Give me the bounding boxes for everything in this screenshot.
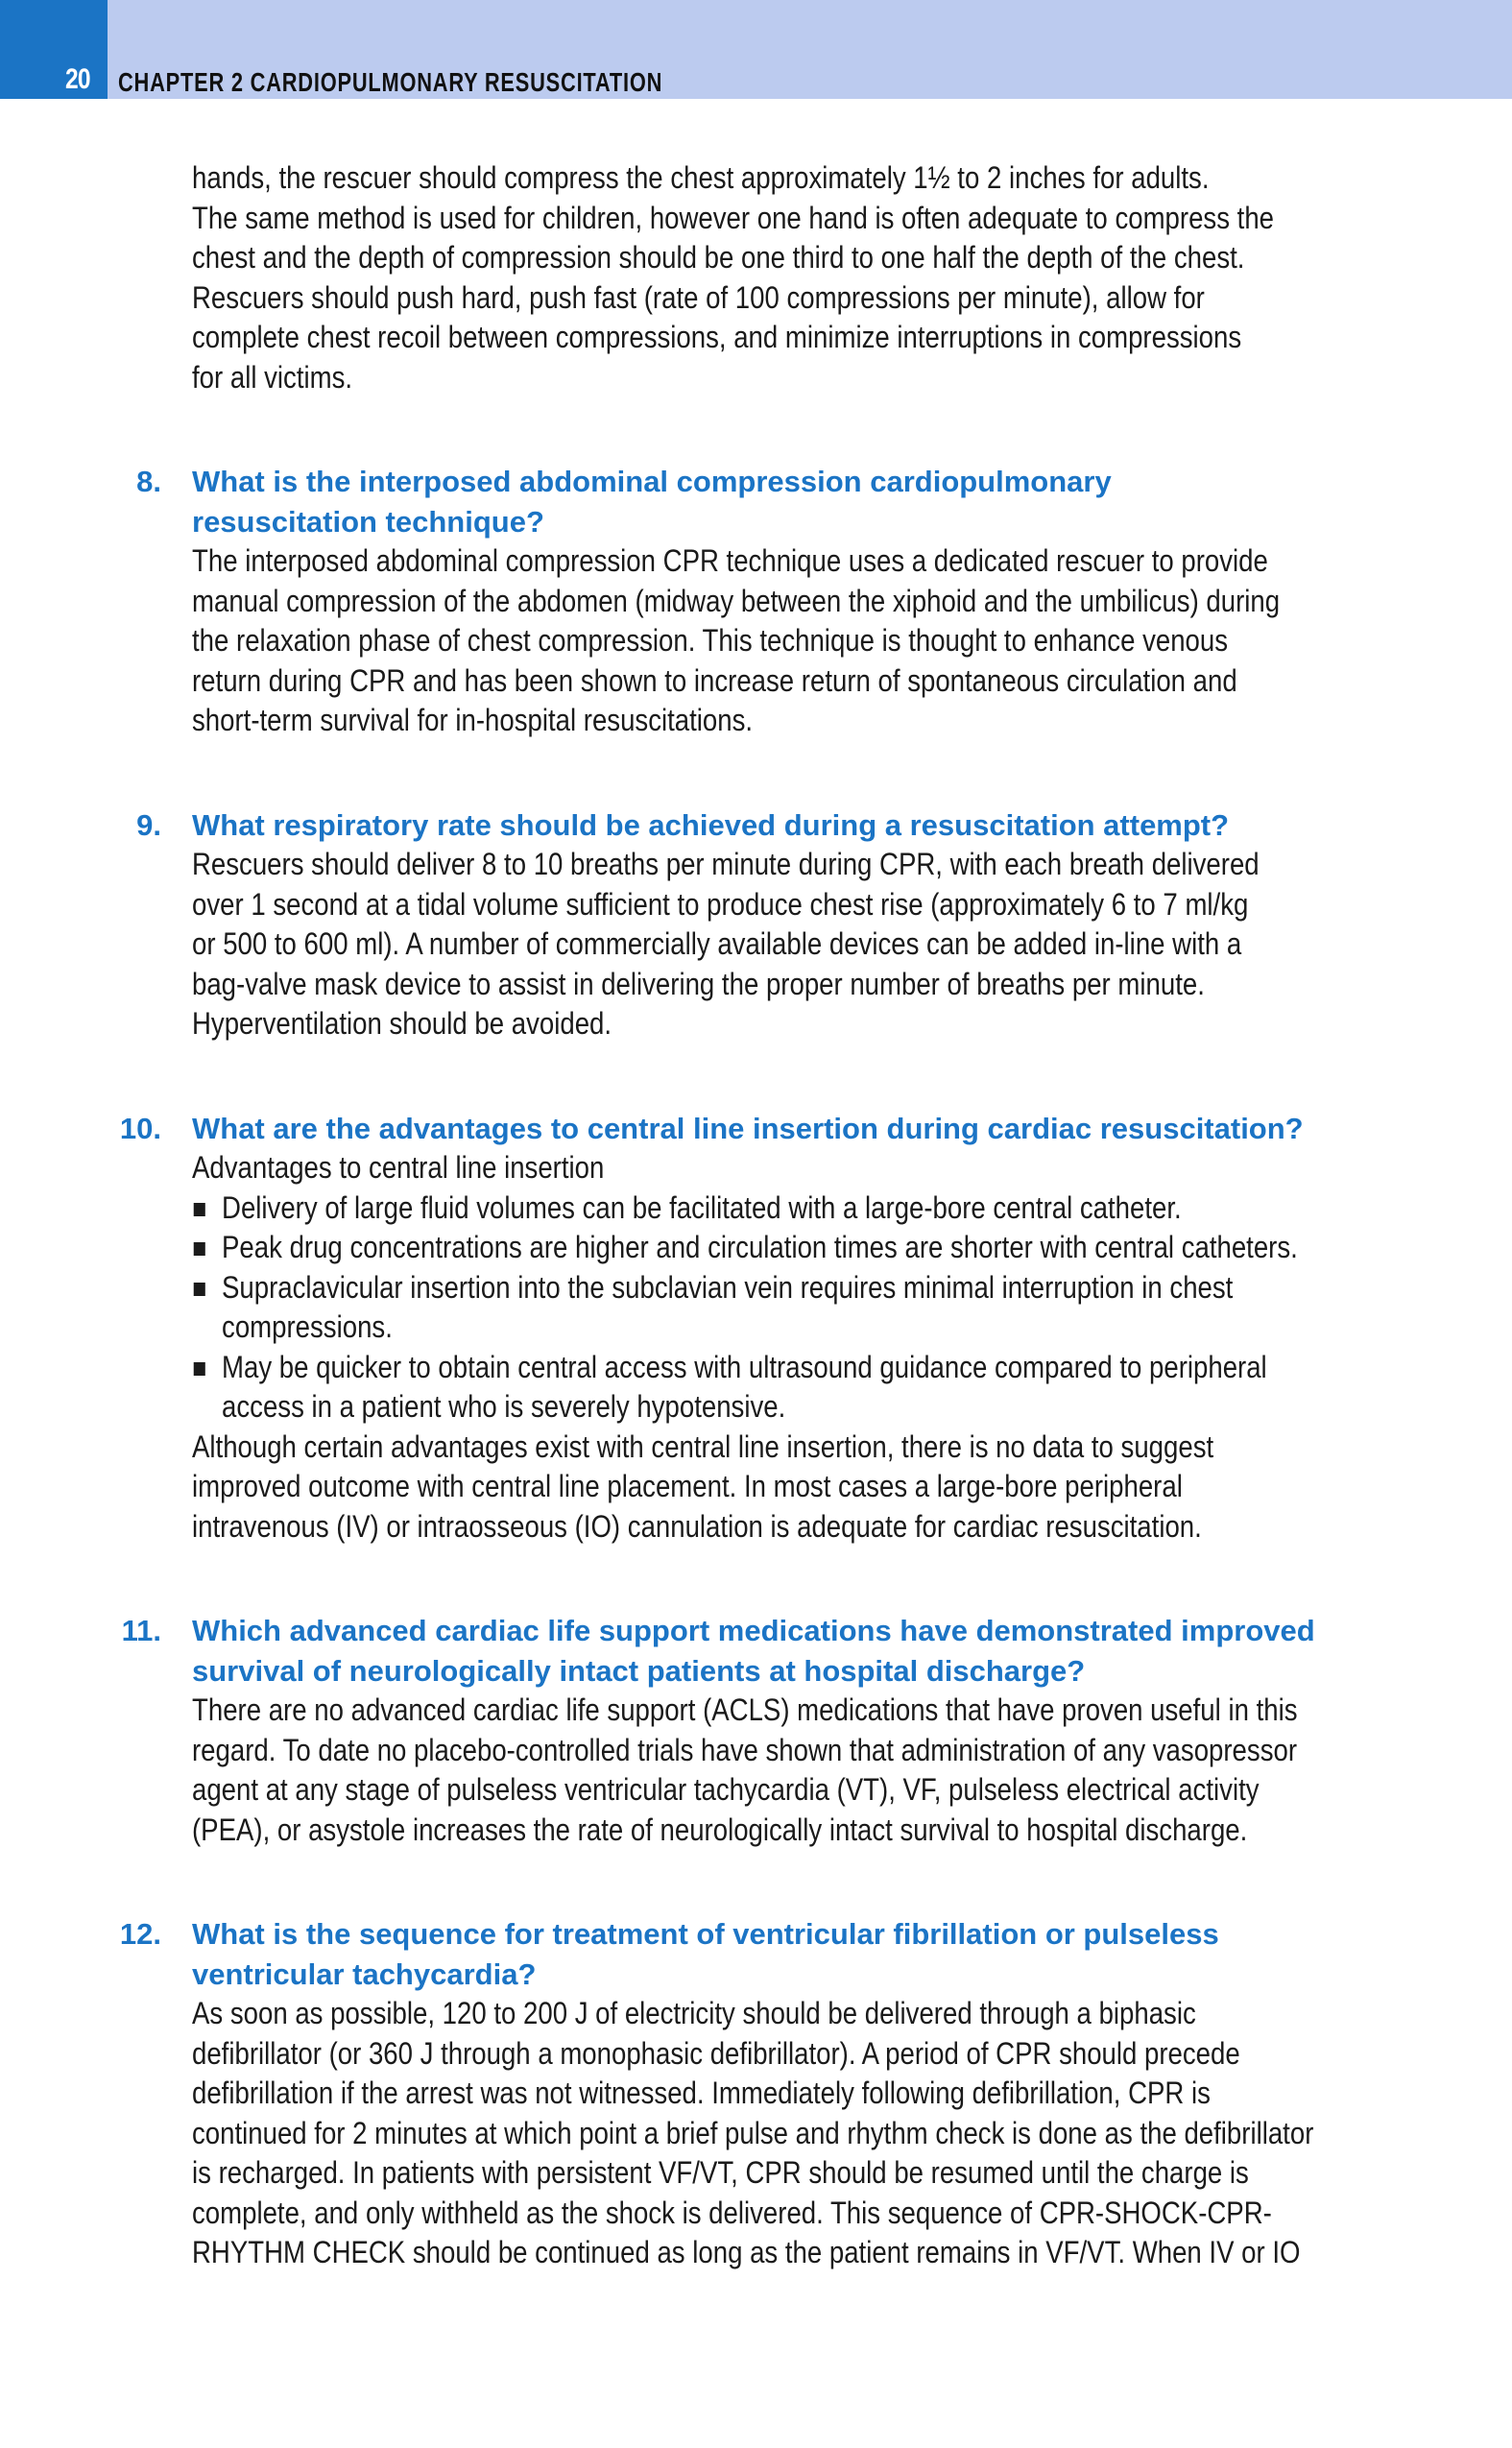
page-number-box	[0, 0, 108, 99]
question-number: 12.	[119, 1917, 161, 1951]
square-bullet-icon	[194, 1362, 205, 1376]
question-line: What is the interposed abdominal compression cardiopulmonary	[192, 465, 1112, 498]
intro-paragraph	[192, 158, 1402, 397]
list-item	[192, 1228, 1402, 1268]
answer-text	[192, 1148, 1402, 1547]
text-line: complete, and only withheld as the shock is delivered. This sequence of CPR-SHOCK-CPR-	[192, 2195, 1272, 2230]
text-line: short-term survival for in-hospital resuscitations.	[192, 703, 754, 737]
text-line: over 1 second at a tidal volume sufficient to produce chest rise (approximately 6 to 7 ml/kg	[192, 886, 1249, 922]
text-line: Rescuers should deliver 8 to 10 breaths per minute during CPR, with each breath delivered	[192, 847, 1260, 881]
lead-in-text: Advantages to central line insertion	[192, 1150, 605, 1185]
text-line: compressions.	[222, 1309, 393, 1344]
text-line: continued for 2 minutes at which point a brief pulse and rhythm check is done as the defibrillator	[192, 2115, 1314, 2150]
square-bullet-icon	[194, 1203, 205, 1216]
page-number: 20	[65, 63, 90, 95]
text-line: Hyperventilation should be avoided.	[192, 1006, 612, 1041]
question-heading	[192, 1914, 1402, 1994]
text-line: return during CPR and has been shown to increase return of spontaneous circulation and	[192, 662, 1237, 698]
text-line: defibrillation if the arrest was not witnessed. Immediately following defibrillation, CPR is	[192, 2076, 1211, 2110]
bullet-list	[192, 1188, 1402, 1428]
text-line: or 500 to 600 ml). A number of commercially available devices can be added in-line with a	[192, 926, 1242, 961]
page-content	[115, 158, 1402, 2273]
text-line: Peak drug concentrations are higher and circulation times are shorter with central catheters.	[222, 1230, 1298, 1264]
text-line: The same method is used for children, however one hand is often adequate to compress the	[192, 200, 1275, 235]
text-line: There are no advanced cardiac life support (ACLS) medications that have proven useful in this	[192, 1692, 1298, 1727]
text-line: manual compression of the abdomen (midway between the xiphoid and the umbilicus) during	[192, 583, 1281, 618]
question-block-12	[115, 1914, 1402, 2273]
text-line: the relaxation phase of chest compression. This technique is thought to enhance venous	[192, 623, 1229, 658]
question-line: What respiratory rate should be achieved during a resuscitation attempt?	[192, 807, 1230, 842]
square-bullet-icon	[194, 1242, 205, 1256]
question-line: resuscitation technique?	[192, 504, 544, 539]
list-item	[192, 1188, 1402, 1229]
question-number: 10.	[119, 1111, 161, 1145]
text-line: hands, the rescuer should compress the chest approximately 1½ to 2 inches for adults.	[192, 160, 1210, 195]
text-line: chest and the depth of compression should be one third to one half the depth of the chest.	[192, 240, 1245, 275]
text-line: Rescuers should push hard, push fast (rate of 100 compressions per minute), allow for	[192, 279, 1205, 315]
question-block-9	[115, 805, 1402, 1044]
text-line: complete chest recoil between compressions, and minimize interruptions in compressions	[192, 320, 1242, 354]
text-line: for all victims.	[192, 359, 353, 395]
text-line: regard. To date no placebo-controlled trials have shown that administration of any vasopressor	[192, 1732, 1298, 1767]
text-line: The interposed abdominal compression CPR technique uses a dedicated rescuer to provide	[192, 543, 1268, 578]
question-line: What are the advantages to central line insertion during cardiac resuscitation?	[192, 1111, 1304, 1145]
text-line: is recharged. In patients with persistent VF/VT, CPR should be resumed until the charge is	[192, 2155, 1249, 2190]
question-heading	[192, 805, 1402, 846]
text-line: As soon as possible, 120 to 200 J of electricity should be delivered through a biphasic	[192, 1996, 1196, 2030]
text-line: RHYTHM CHECK should be continued as long as the patient remains in VF/VT. When IV or IO	[192, 2235, 1301, 2269]
list-item	[192, 1348, 1402, 1428]
question-block-11	[115, 1611, 1402, 1850]
text-line: Delivery of large fluid volumes can be facilitated with a large-bore central catheter.	[222, 1189, 1182, 1225]
question-block-10	[115, 1109, 1402, 1548]
text-line: agent at any stage of pulseless ventricular tachycardia (VT), VF, pulseless electrical activity	[192, 1772, 1260, 1807]
text-line: May be quicker to obtain central access with ultrasound guidance compared to peripheral	[222, 1349, 1267, 1384]
text-line: improved outcome with central line placement. In most cases a large-bore peripheral	[192, 1469, 1183, 1503]
square-bullet-icon	[194, 1283, 205, 1296]
answer-text	[192, 541, 1402, 741]
text-line: access in a patient who is severely hypotensive.	[222, 1389, 786, 1424]
text-line: (PEA), or asystole increases the rate of neurologically intact survival to hospital discharge.	[192, 1812, 1248, 1847]
question-line: ventricular tachycardia?	[192, 1956, 537, 1991]
text-line: intravenous (IV) or intraosseous (IO) cannulation is adequate for cardiac resuscitation.	[192, 1508, 1202, 1544]
question-number: 8.	[136, 465, 161, 498]
answer-text	[192, 1994, 1402, 2273]
question-block-8	[115, 462, 1402, 741]
question-line: Which advanced cardiac life support medications have demonstrated improved	[192, 1614, 1315, 1647]
text-line: Supraclavicular insertion into the subclavian vein requires minimal interruption in chest	[222, 1269, 1234, 1305]
answer-text	[192, 845, 1402, 1044]
text-line: bag-valve mask device to assist in delivering the proper number of breaths per minute.	[192, 966, 1205, 1001]
question-number: 9.	[136, 807, 161, 842]
question-heading	[192, 462, 1402, 541]
answer-text	[192, 1691, 1402, 1850]
question-heading	[192, 1611, 1402, 1691]
question-line: survival of neurologically intact patients at hospital discharge?	[192, 1653, 1086, 1688]
text-line: defibrillator (or 360 J through a monophasic defibrillator). A period of CPR should precede	[192, 2035, 1240, 2071]
list-item	[192, 1268, 1402, 1348]
question-number: 11.	[121, 1614, 161, 1647]
running-head: CHAPTER 2 CARDIOPULMONARY RESUSCITATION	[118, 67, 663, 97]
text-line: Although certain advantages exist with central line insertion, there is no data to suggest	[192, 1428, 1214, 1464]
question-heading	[192, 1109, 1402, 1149]
question-line: What is the sequence for treatment of ventricular fibrillation or pulseless	[192, 1917, 1219, 1951]
